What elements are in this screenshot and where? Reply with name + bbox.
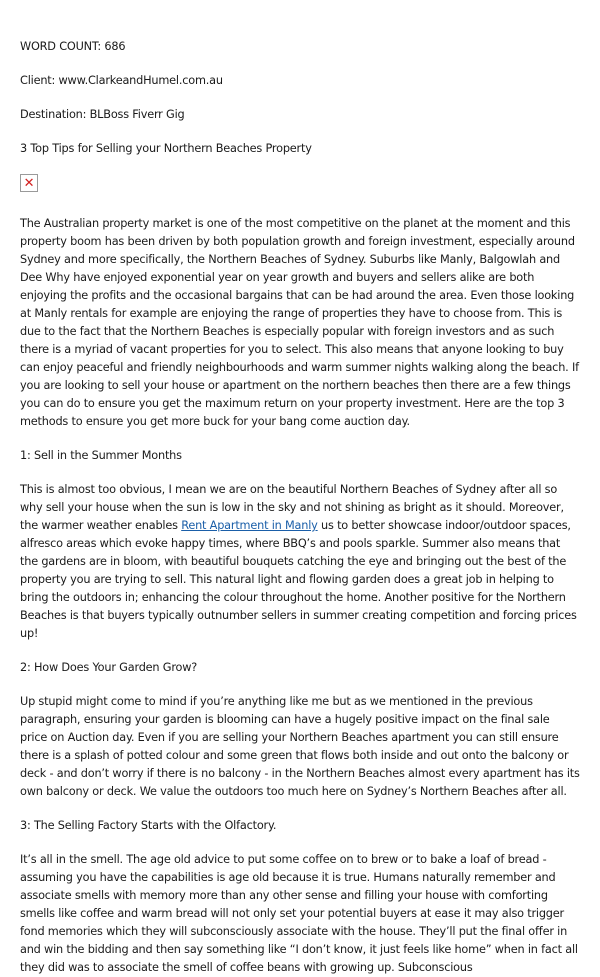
- section-1-text-after: us to better showcase indoor/outdoor spaces, alfresco areas which evoke happy times, where BBQ’s and pools sparkle. Summer also means that the gardens are in bloom, with beautiful bouquets catching the eye and bringing out the best of the property you are trying to sell. This natural light and flowing garden does a great job in helping to bring the outdoors in; enhancing the colour throughout the home. Another positive for the Northern Beaches is that buyers typically outnumber sellers in summer creating competition and forcing prices up!: [20, 519, 577, 640]
- section-2-heading: 2: How Does Your Garden Grow?: [20, 661, 198, 674]
- section-1-paragraph: [20, 481, 580, 643]
- intro-paragraph: The Australian property market is one of the most competitive on the planet at the moment and this property boom has been driven by both population growth and foreign investment, especially around Sydney and more specifically, the Northern Beaches of Sydney. Suburbs like Manly, Balgowlah and Dee Why have enjoyed exponential year on year growth and buyers and sellers alike are both enjoying the profits and the occasional bargains that can be had around the area. Even those looking at Manly rentals for example are enjoying the range of properties they have to choose from. This is due to the fact that the Northern Beaches is especially popular with foreign investors and as such there is a myriad of vacant properties for you to select. This also means that anyone looking to buy can enjoy peaceful and friendly neighbourhoods and warm summer nights walking along the beach. If you are looking to sell your house or apartment on the northern beaches then there are a few things you can do to ensure you get the maximum return on your property investment. Here are the top 3 methods to ensure you get more buck for your bang come auction day.: [20, 217, 579, 428]
- article-title: 3 Top Tips for Selling your Northern Beaches Property: [20, 142, 312, 155]
- section-1-text-before: This is almost too obvious, I mean we are on the beautiful Northern Beaches of Sydney after all so why sell your house when the sun is low in the sky and not shining as bright as it should. Moreover, the warmer weather enables: [20, 483, 564, 532]
- word-count: WORD COUNT: 686: [20, 40, 126, 53]
- section-3-paragraph: It’s all in the smell. The age old advice to put some coffee on to brew or to bake a loaf of bread - assuming you have the capabilities is age old because it is true. Humans naturally remember and associate smells with memory more than any other sense and filling your house with comforting smells like coffee and warm bread will not only set your potential buyers at ease it may also trigger fond memories which they will subconsciously associate with the house. They’ll put the final offer in and win the bidding and then say something like “I don’t know, it just feels like home” when in fact all they did was to associate the smell of coffee beans with growing up. Subconscious: [20, 853, 578, 974]
- rent-apartment-link[interactable]: Rent Apartment in Manly: [181, 519, 318, 532]
- broken-image-icon: [20, 174, 38, 192]
- section-3-heading: 3: The Selling Factory Starts with the Olfactory.: [20, 819, 277, 832]
- section-1-heading: 1: Sell in the Summer Months: [20, 449, 182, 462]
- broken-image-glyph: ✕: [23, 175, 35, 191]
- client-line: Client: www.ClarkeandHumel.com.au: [20, 74, 223, 87]
- destination-line: Destination: BLBoss Fiverr Gig: [20, 108, 185, 121]
- section-2-paragraph: Up stupid might come to mind if you’re anything like me but as we mentioned in the previous paragraph, ensuring your garden is blooming can have a hugely positive impact on the final sale price on Auction day. Even if you are selling your Northern Beaches apartment you can still ensure there is a splash of potted colour and some green that flows both inside and out onto the balcony or deck - and don’t worry if there is no balcony - in the Northern Beaches almost every apartment has its own balcony or deck. We value the outdoors too much here on Sydney’s Northern Beaches after all.: [20, 695, 580, 798]
